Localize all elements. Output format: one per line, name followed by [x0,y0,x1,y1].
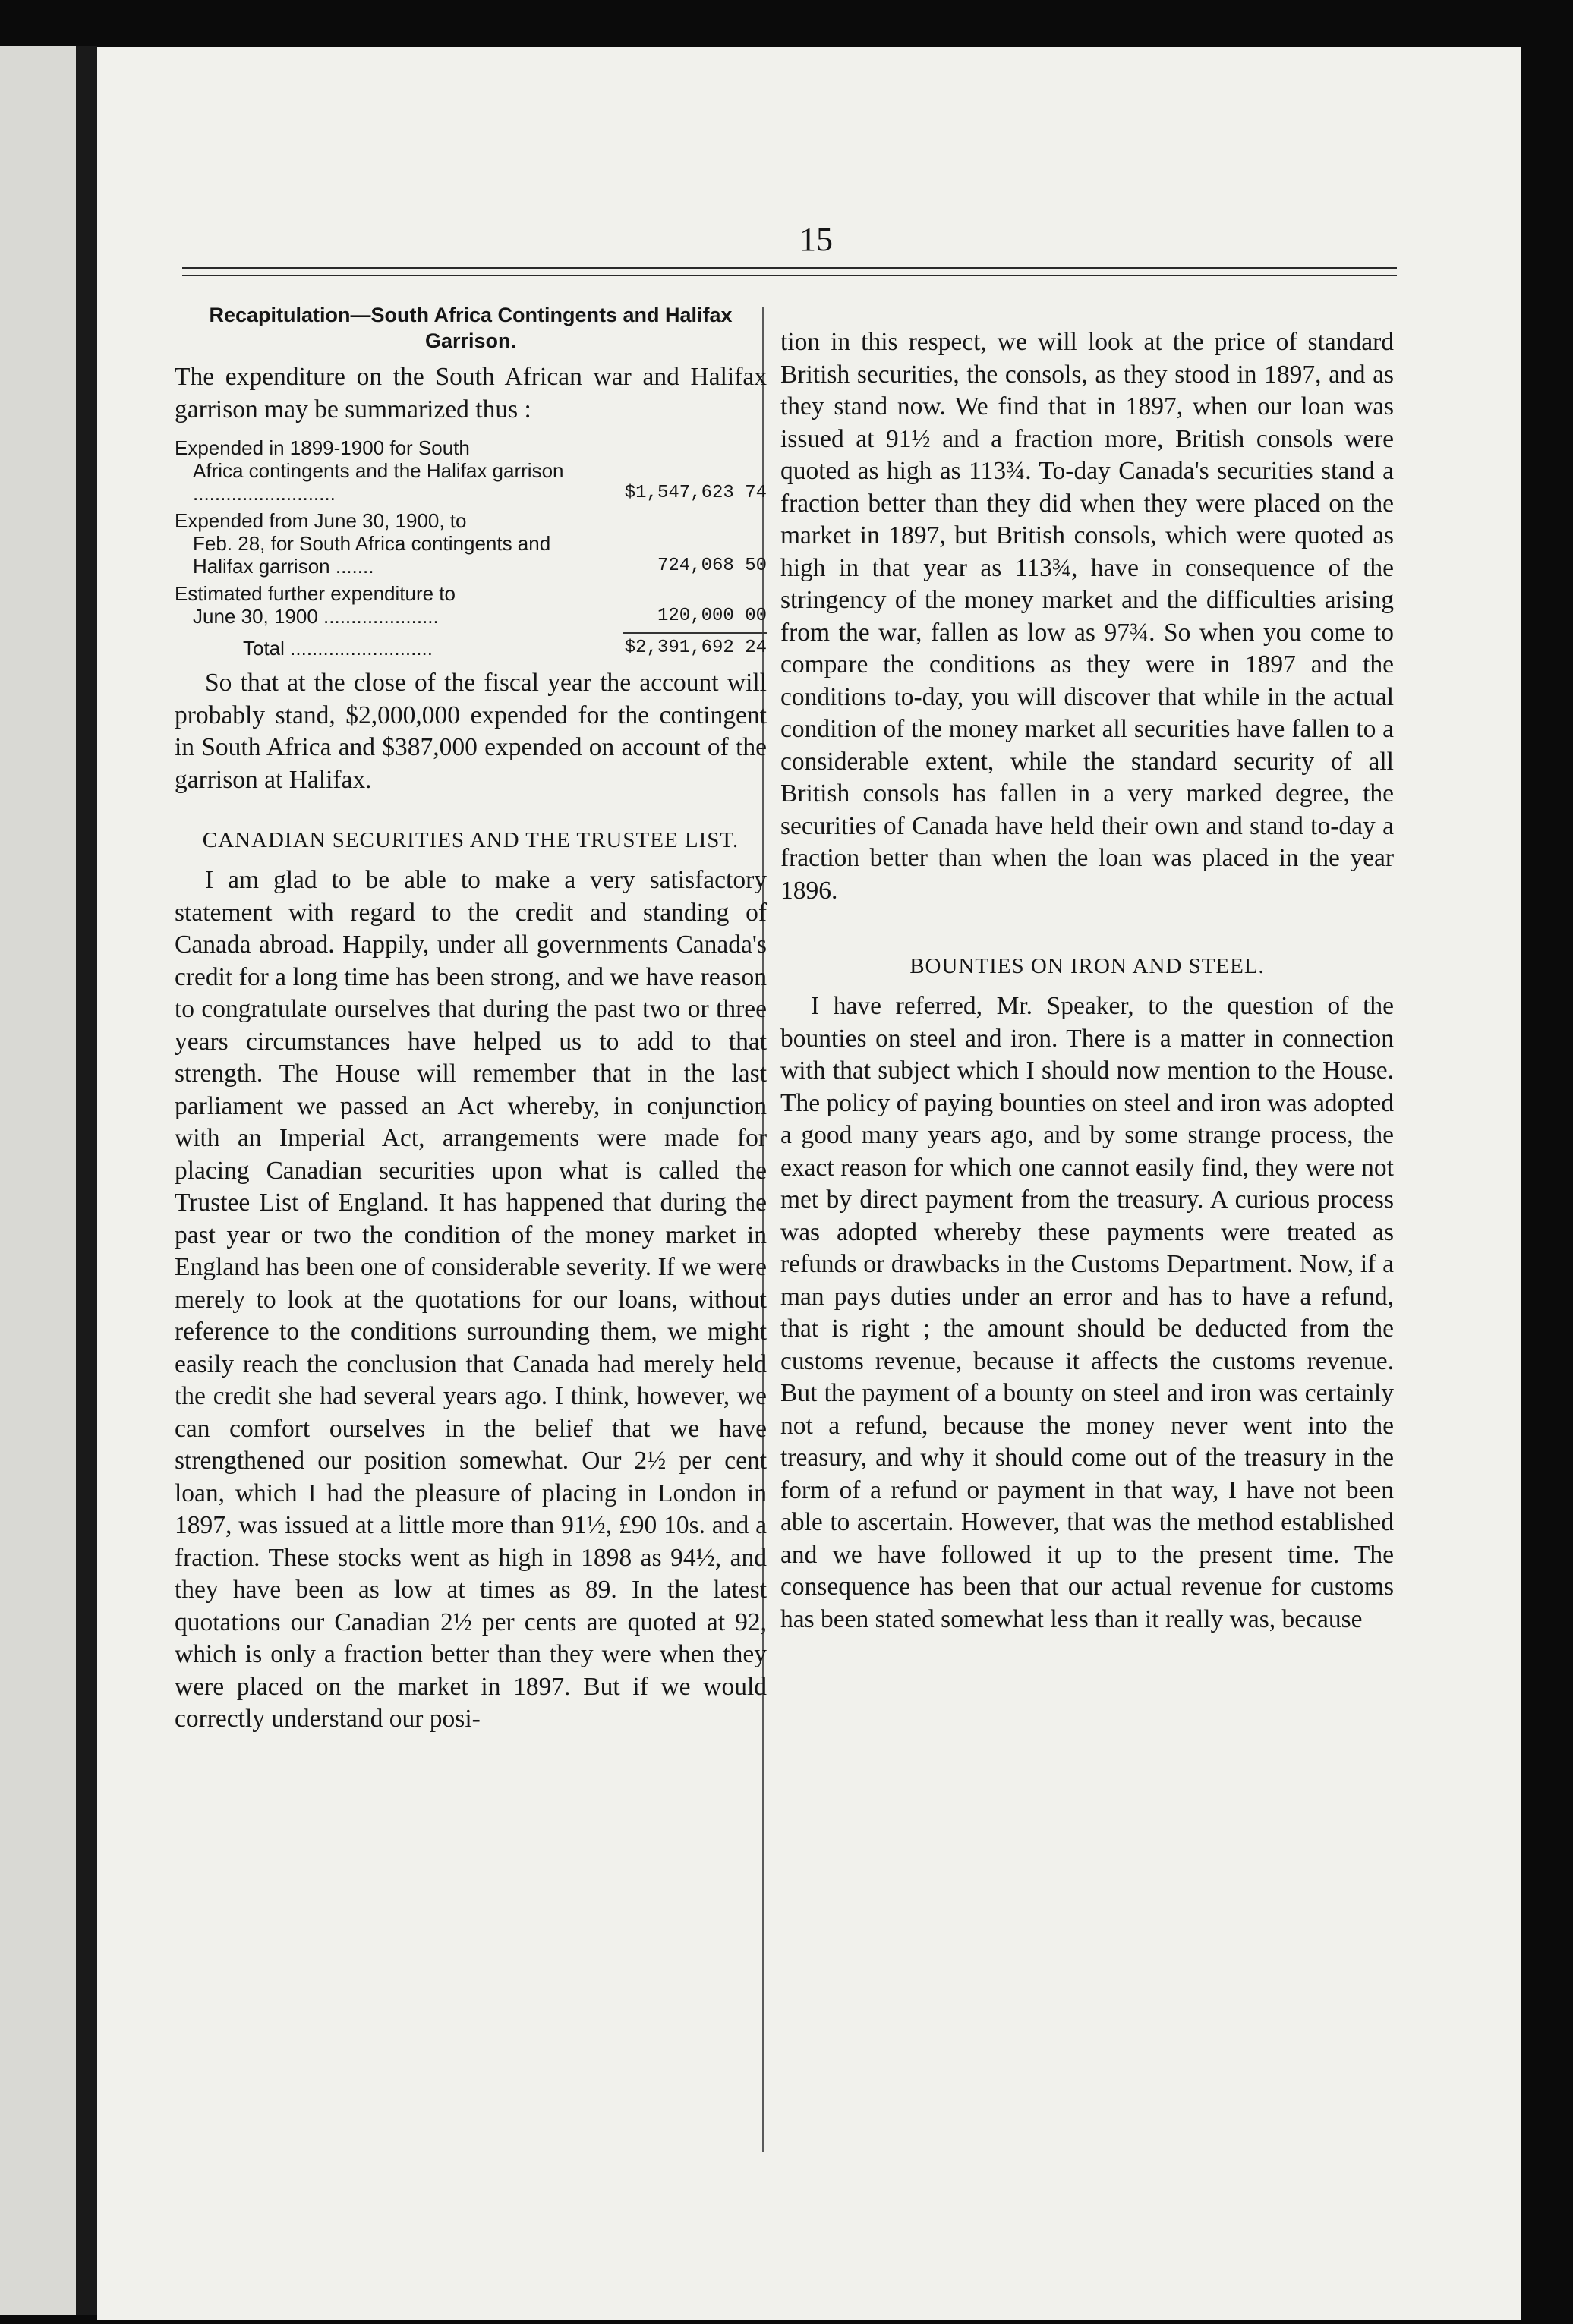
previous-page-edge [0,46,76,2315]
header-rule-double [182,275,1397,276]
header-rule [182,267,1397,269]
section-heading-bounties: BOUNTIES ON IRON AND STEEL. [909,954,1265,978]
ledger-label-line2: June 30, 1900 ..................... [193,605,439,628]
ledger-row [175,509,767,578]
ledger-amount: 120,000 00 [657,606,767,626]
securities-paragraph: I am glad to be able to make a very satisfactory statement with regard to the credit and standing of Canada abroad. Happily, under all governments Canada's credit for a long time has been strong, and we have reason to congratulate ourselves that during the past two or three years circumstances have helped us to add to that strength. The House will remember that in the last parliament we passed an Act whereby, in conjunction with an Imperial Act, arrangements were made for placing Canadian securities upon what is called the Trustee List of England. It has happened that during the past year or two the condition of the money market in England has been one of considerable severity. If we were merely to look at the quotations for our loans, without reference to the conditions surrounding them, we might easily reach the conclusion that Canada had merely held the credit she had several years ago. I think, however, we can comfort ourselves in the belief that we have strengthened our position somewhat. Our 2½ per cent loan, which I had the pleasure of placing in London in 1897, was issued at a little more than 91½, £90 10s. and a fraction. These stocks went as high in 1898 as 94½, and they have been as low at times as 89. In the latest quotations our Canadian 2½ per cents are quoted at 92, which is only a fraction better than they were when they were placed on the market in 1897. But if we would correctly understand our posi- [175,866,767,1733]
ledger-total-row [175,637,767,660]
ledger-row [175,582,767,628]
page-number: 15 [799,221,833,258]
total-label: Total .......................... [243,637,433,660]
bounties-paragraph: I have referred, Mr. Speaker, to the question of the bounties on steel and iron. There is a matter in connection with that subject which I should now mention to the House. The policy of paying bounties on steel and iron was adopted a good many years ago, and by some strange process, the exact reason for which one cannot easily find, they were not met by direct payment from the treasury. A curious process was adopted whereby these payments were treated as refunds or drawbacks in the Customs Department. Now, if a man pays duties under an error and has to have a refund, that is right ; the amount should be deducted from the customs revenue, because it affects the customs revenue. But the payment of a bounty on steel and iron was certainly not a refund, because the money never went into the treasury, and why it should come out of the treasury in the form of a refund or payment in that way, I have not been able to ascertain. However, that was the method established and we have followed it up to the present time. The consequence has been that our actual revenue for customs has been stated somewhat less than it really was, because [780,992,1394,1633]
recap-heading: Recapitulation—South Africa Contingents and Halifax Garrison. [209,304,733,352]
ledger-label-line1: Expended in 1899-1900 for South [175,436,470,459]
right-column [780,326,1394,1636]
ledger-amount: $1,547,623 74 [624,483,767,503]
ledger-label-line2: Africa contingents and the Halifax garrison .......................... [193,459,564,505]
ledger-label [175,509,623,578]
closing-paragraph: So that at the close of the fiscal year the account will probably stand, $2,000,000 expended for the contingent in South Africa and $387,000 expended on account of the garrison at Halifax. [175,669,767,794]
left-column [175,302,767,1736]
expenditure-ledger [175,436,767,660]
ledger-amount: 724,068 50 [657,556,767,576]
ledger-label-line1: Expended from June 30, 1900, to [175,509,467,532]
ledger-row [175,436,767,505]
section-heading-securities: CANADIAN SECURITIES AND THE TRUSTEE LIST. [202,828,739,852]
recap-intro: The expenditure on the South African war and Halifax garrison may be summarized thus : [175,363,767,424]
binding-gutter [76,46,97,2315]
total-amount: $2,391,692 24 [624,638,767,658]
ledger-label-line2: Feb. 28, for South Africa contingents and Halifax garrison ....... [193,532,551,578]
ledger-label [175,582,623,628]
continued-paragraph: tion in this respect, we will look at the price of standard British securities, the consols, as they stood in 1897, and as they stand now. We find that in 1897, when our loan was issued at 91½ and a fraction more, British consols were quoted as high as 113¾. To-day Canada's securities stand a fraction better than they did when they were placed on the market in 1897, but British consols, which were quoted as high in that year as 113¾, have in consequence of the stringency of the money market and the difficulties arising from the war, fallen as low as 97¾. So when you come to compare the conditions as they were in 1897 and the conditions to-day, you will discover that while in the actual condition of the money market all securities have fallen to a considerable extent, while the standard security of all British consols has fallen in a very marked degree, the securities of Canada have held their own and stand to-day a fraction better than when the loan was placed in the year 1896. [780,328,1394,905]
ledger-label [175,436,623,505]
ledger-label-line1: Estimated further expenditure to [175,582,456,605]
total-rule [623,632,767,634]
